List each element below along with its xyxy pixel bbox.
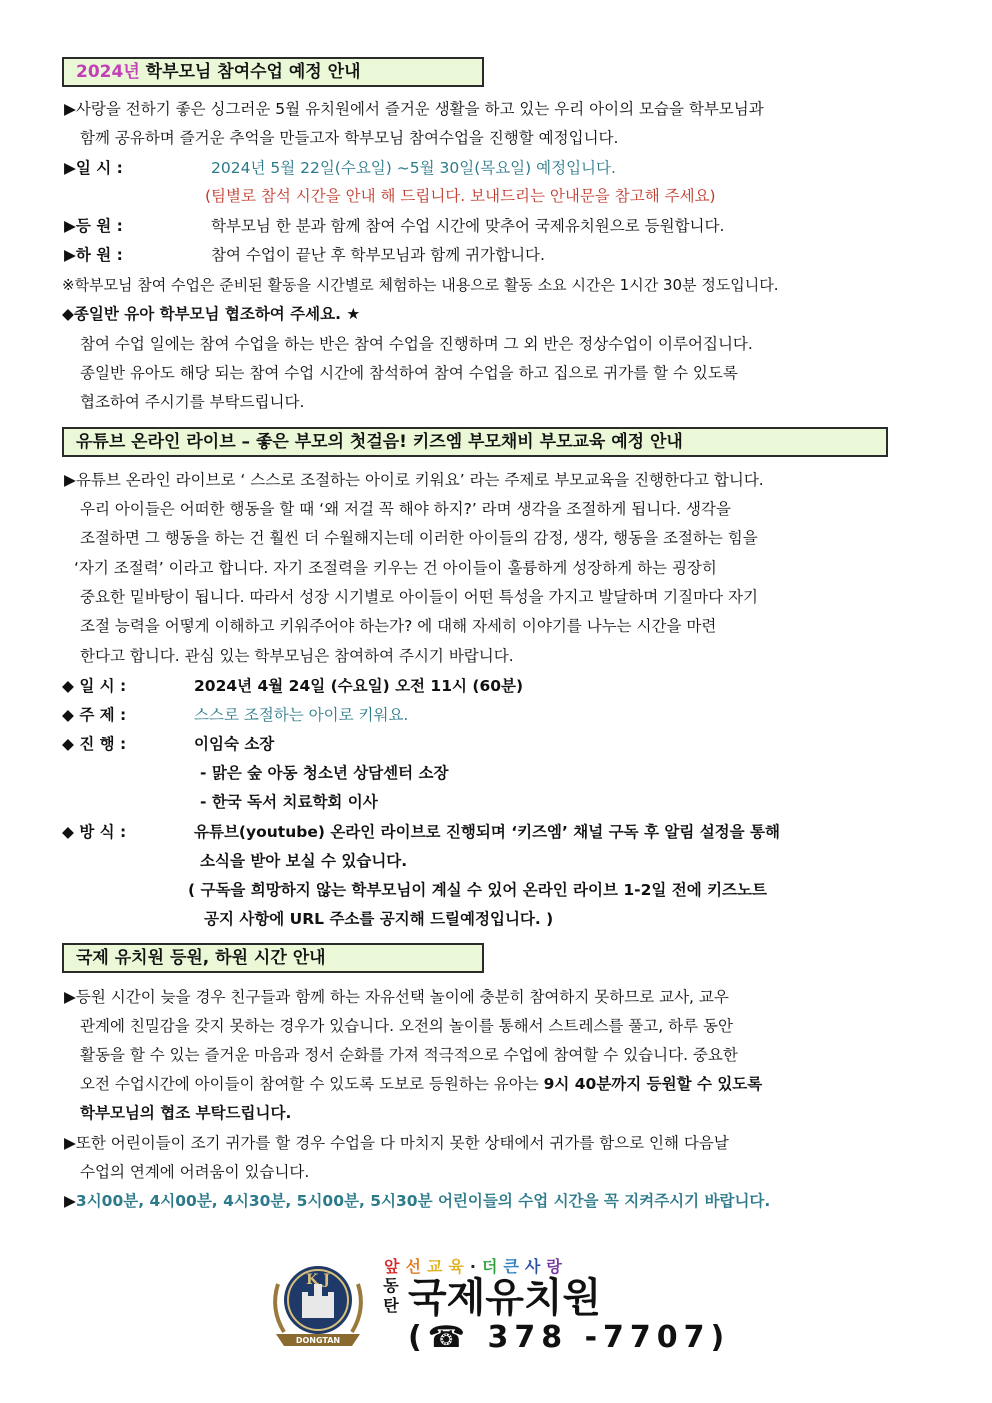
s2-para-line-2: 우리 아이들은 어떠한 행동을 할 때 ‘왜 저걸 꼭 해야 하지?’ 라며 생각을 조절하게 됩니다. 생각을 xyxy=(80,500,731,518)
footer-slogan: 앞선교육·더큰사랑 xyxy=(384,1257,568,1276)
allday-line-2: 종일반 유아도 해당 되는 참여 수업 시간에 참석하여 참여 수업을 하고 집으로 귀가를 할 수 있도록 xyxy=(80,364,738,382)
s2-date-value: 2024년 4월 24일 (수요일) 오전 11시 (60분) xyxy=(194,677,524,695)
s3-class-times: 3시00분, 4시00분, 4시30분, 5시00분, 5시30분 어린이들의 수업 시간을 꼭 지켜주시기 바랍니다. xyxy=(75,1192,771,1210)
s2-para-line-4: ‘자기 조절력’ 이라고 합니다. 자기 조절력을 키우는 건 아이들이 훌륭하게 성장하게 하는 굉장히 xyxy=(74,559,717,577)
s2-para-line-6: 조절 능력을 어떻게 이해하고 키워주어야 하는가? 에 대해 자세히 이야기를 나누는 시간을 마련 xyxy=(80,617,717,635)
heading-year: 2024년 xyxy=(76,62,140,82)
s2-method-line-4: 공지 사항에 URL 주소를 공지해 드릴예정입니다. ) xyxy=(204,910,554,928)
participation-note: ※학부모님 참여 수업은 준비된 활동을 시간별로 체험하는 내용으로 활동 소요 시간은 1시간 30분 정도입니다. xyxy=(62,276,779,294)
section1-heading xyxy=(62,57,484,87)
s2-para-line-7: 한다고 합니다. 관심 있는 학부모님은 참여하여 주시기 바랍니다. xyxy=(80,647,514,665)
s2-host-sub-1: - 맑은 숲 아동 청소년 상담센터 소장 xyxy=(200,764,449,782)
s2-host-label: ◆ 진 행 : xyxy=(62,735,127,753)
footer-prefix xyxy=(380,1276,402,1316)
s3-para-line-8 xyxy=(64,1191,770,1211)
s2-host-sub-2: - 한국 독서 치료학회 이사 xyxy=(200,793,378,811)
leave-label: ▶하 원 : xyxy=(64,246,123,264)
intro-line-2: 함께 공유하며 즐거운 추억을 만들고자 학부모님 참여수업을 진행할 예정입니다. xyxy=(80,129,619,147)
s2-method-label: ◆ 방 식 : xyxy=(62,823,127,841)
s3-para-line-1: ▶등원 시간이 늦을 경우 친구들과 함께 하는 자유선택 놀이에 충분히 참여하지 못하므로 교사, 교우 xyxy=(64,988,729,1006)
s2-date-label: ◆ 일 시 : xyxy=(62,677,127,695)
s2-host-value: 이임숙 소장 xyxy=(194,735,275,753)
s3-para-line-4 xyxy=(80,1074,762,1094)
allday-line-1: 참여 수업 일에는 참여 수업을 하는 반은 참여 수업을 진행하며 그 외 반은 정상수업이 이루어집니다. xyxy=(80,335,753,353)
s3-para-line-4-text: 오전 수업시간에 아이들이 참여할 수 있도록 도보로 등원하는 유아는 xyxy=(80,1075,544,1093)
allday-heading: ◆종일반 유아 학부모님 협조하여 주세요. ★ xyxy=(62,305,361,323)
footer-phone: (☎ 378 -7707) xyxy=(408,1320,731,1355)
s3-arrival-deadline: 9시 40분까지 등원할 수 있도록 xyxy=(543,1075,763,1093)
s3-para-line-3: 활동을 할 수 있는 즐거운 마음과 정서 순화를 가져 적극적으로 수업에 참여할 수 있습니다. 중요한 xyxy=(80,1046,738,1064)
leave-value: 참여 수업이 끝난 후 학부모님과 함께 귀가합니다. xyxy=(211,246,545,264)
s2-method-line-1: 유튜브(youtube) 온라인 라이브로 진행되며 ‘키즈엠’ 채널 구독 후 알림 설정을 통해 xyxy=(194,823,780,841)
kindergarten-logo xyxy=(262,1254,374,1354)
s2-topic-value: 스스로 조절하는 아이로 키워요. xyxy=(194,706,409,724)
date-note: (팀별로 참석 시간을 안내 해 드립니다. 보내드리는 안내문을 참고해 주세요) xyxy=(205,187,716,205)
arrive-label: ▶등 원 : xyxy=(64,217,123,235)
arrive-value: 학부모님 한 분과 함께 참여 수업 시간에 맞추어 국제유치원으로 등원합니다. xyxy=(211,217,725,235)
section2-heading: 유튜브 온라인 라이브 – 좋은 부모의 첫걸음! 키즈엠 부모채비 부모교육 예정 안내 xyxy=(62,427,888,457)
s3-para-line-7: 수업의 연계에 어려움이 있습니다. xyxy=(80,1163,310,1181)
s2-method-line-3: ( 구독을 희망하지 않는 학부모님이 계실 수 있어 온라인 라이브 1-2일 전에 키즈노트 xyxy=(188,881,767,899)
svg-text:K J: K J xyxy=(306,1272,330,1288)
allday-line-3: 협조하여 주시기를 부탁드립니다. xyxy=(80,393,305,411)
s2-topic-label: ◆ 주 제 : xyxy=(62,706,127,724)
s2-para-line-3: 조절하면 그 행동을 하는 건 훨씬 더 수월해지는데 이러한 아이들의 감정, 생각, 행동을 조절하는 힘을 xyxy=(80,529,758,547)
s3-para-line-2: 관계에 친밀감을 갖지 못하는 경우가 있습니다. 오전의 놀이를 통해서 스트레스를 풀고, 하루 동안 xyxy=(80,1017,733,1035)
s3-bullet-arrow: ▶ xyxy=(64,1192,76,1210)
prefix-top: 동 xyxy=(383,1276,399,1295)
heading-text: 학부모님 참여수업 예정 안내 xyxy=(139,62,361,82)
section3-heading: 국제 유치원 등원, 하원 시간 안내 xyxy=(62,943,484,973)
date-label: ▶일 시 : xyxy=(64,159,123,177)
logo-emblem-icon xyxy=(262,1254,374,1354)
date-value: 2024년 5월 22일(수요일) ~5월 30일(목요일) 예정입니다. xyxy=(211,159,616,177)
s3-para-line-6: ▶또한 어린이들이 조기 귀가를 할 경우 수업을 다 마치지 못한 상태에서 귀가를 함으로 인해 다음날 xyxy=(64,1134,729,1152)
s2-para-line-1: ▶유튜브 온라인 라이브로 ‘ 스스로 조절하는 아이로 키워요’ 라는 주제로 부모교육을 진행한다고 합니다. xyxy=(64,471,764,489)
svg-text:DONGTAN: DONGTAN xyxy=(295,1336,341,1345)
s2-para-line-5: 중요한 밑바탕이 됩니다. 따라서 성장 시기별로 아이들이 어떤 특성을 가지고 발달하며 기질마다 자기 xyxy=(80,588,758,606)
s2-method-line-2: 소식을 받아 보실 수 있습니다. xyxy=(200,852,408,870)
prefix-bottom: 탄 xyxy=(383,1296,399,1315)
footer-kindergarten-name: 국제유치원 xyxy=(408,1275,602,1321)
s3-para-line-5: 학부모님의 협조 부탁드립니다. xyxy=(80,1104,292,1122)
intro-line-1: ▶사랑을 전하기 좋은 싱그러운 5월 유치원에서 즐거운 생활을 하고 있는 우리 아이의 모습을 학부모님과 xyxy=(64,100,764,118)
